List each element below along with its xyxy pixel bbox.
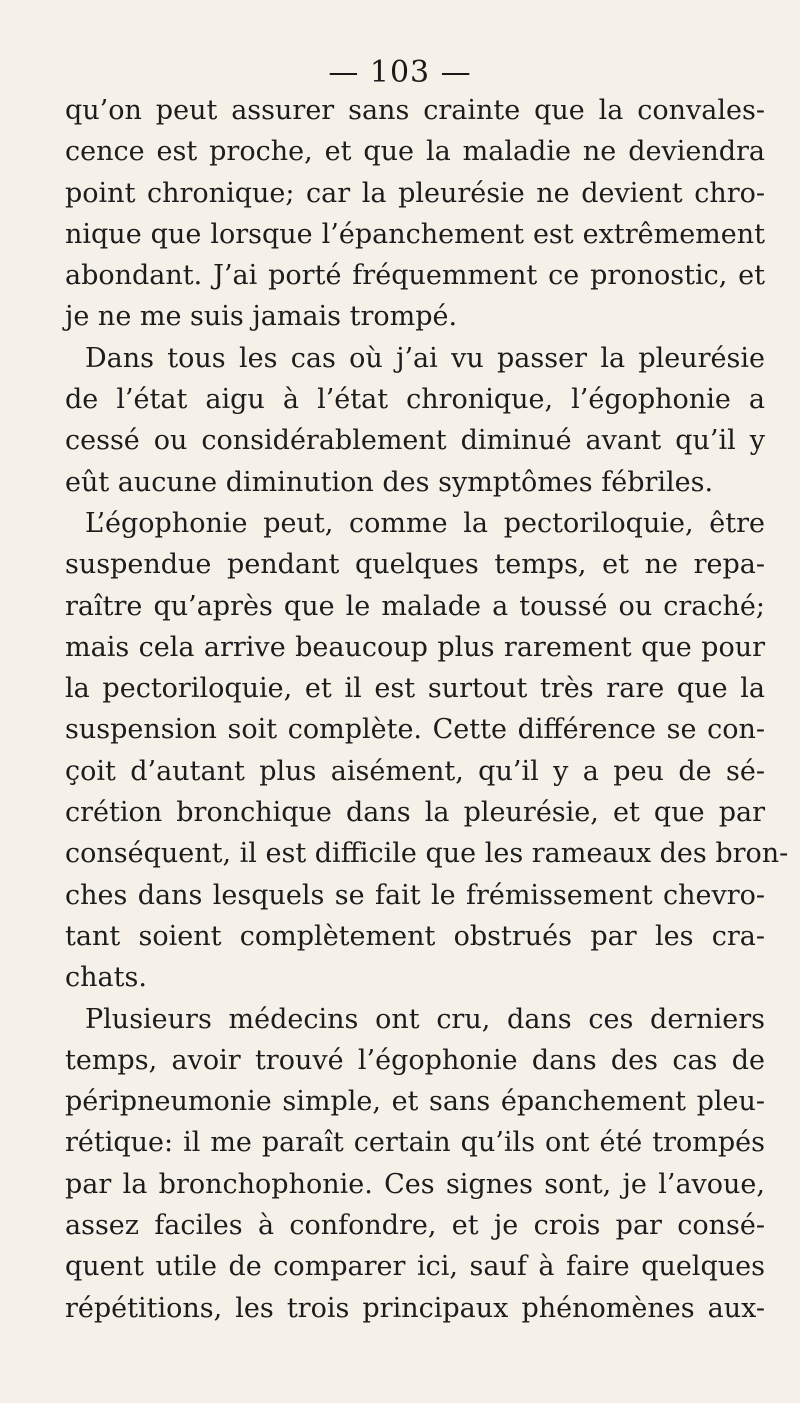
text-line: cessé ou considérablement diminué avant qu’il y	[65, 425, 765, 457]
text-line: de l’état aigu à l’état chronique, l’égophonie a	[65, 384, 765, 416]
text-line: ches dans lesquels se fait le frémissement chevro-	[65, 879, 765, 911]
text-line: la pectoriloquie, et il est surtout très rare que la	[65, 673, 765, 705]
text-line: rétique: il me paraît certain qu’ils ont été trompés	[65, 1127, 765, 1159]
text-line: Dans tous les cas où j’ai vu passer la pleurésie	[85, 342, 765, 374]
text-line: Plusieurs médecins ont cru, dans ces derniers	[85, 1003, 765, 1035]
text-line: L’égophonie peut, comme la pectoriloquie, être	[85, 507, 765, 539]
text-line: par la bronchophonie. Ces signes sont, je l’avoue,	[65, 1168, 765, 1200]
text-line: tant soient complètement obstrués par les cra-	[65, 920, 765, 952]
text-line: temps, avoir trouvé l’égophonie dans des cas de	[65, 1044, 765, 1076]
text-line: qu’on peut assurer sans crainte que la convales-	[65, 95, 765, 126]
text-line: crétion bronchique dans la pleurésie, et que par	[65, 797, 765, 829]
text-line: péripneumonie simple, et sans épanchement pleu-	[65, 1086, 765, 1118]
text-line: nique que lorsque l’épanchement est extrêmement	[65, 218, 765, 250]
text-line: quent utile de comparer ici, sauf à faire quelques	[65, 1251, 765, 1283]
text-line: suspendue pendant quelques temps, et ne repa-	[65, 549, 765, 581]
text-line: point chronique; car la pleurésie ne devient chro-	[65, 177, 765, 209]
page-number: — 103 —	[328, 55, 472, 90]
body-text	[65, 90, 789, 1329]
text-line: raître qu’après que le malade a toussé ou craché;	[65, 590, 765, 622]
text-line: je ne me suis jamais trompé.	[65, 301, 458, 333]
text-line: eût aucune diminution des symptômes fébriles.	[65, 466, 714, 498]
text-line: chats.	[65, 962, 147, 994]
text-line: abondant. J’ai porté fréquemment ce pronostic, et	[65, 260, 765, 292]
text-line: cence est proche, et que la maladie ne deviendra	[65, 136, 765, 168]
text-line: conséquent, il est difficile que les rameaux des bron-	[65, 838, 789, 870]
text-line: assez faciles à confondre, et je crois par consé-	[65, 1210, 765, 1242]
text-line: çoit d’autant plus aisément, qu’il y a peu de sé-	[65, 755, 765, 787]
text-line: répétitions, les trois principaux phénomènes aux-	[65, 1292, 765, 1324]
text-line: suspension soit complète. Cette différence se con-	[65, 714, 765, 746]
text-line: mais cela arrive beaucoup plus rarement que pour	[65, 631, 765, 663]
